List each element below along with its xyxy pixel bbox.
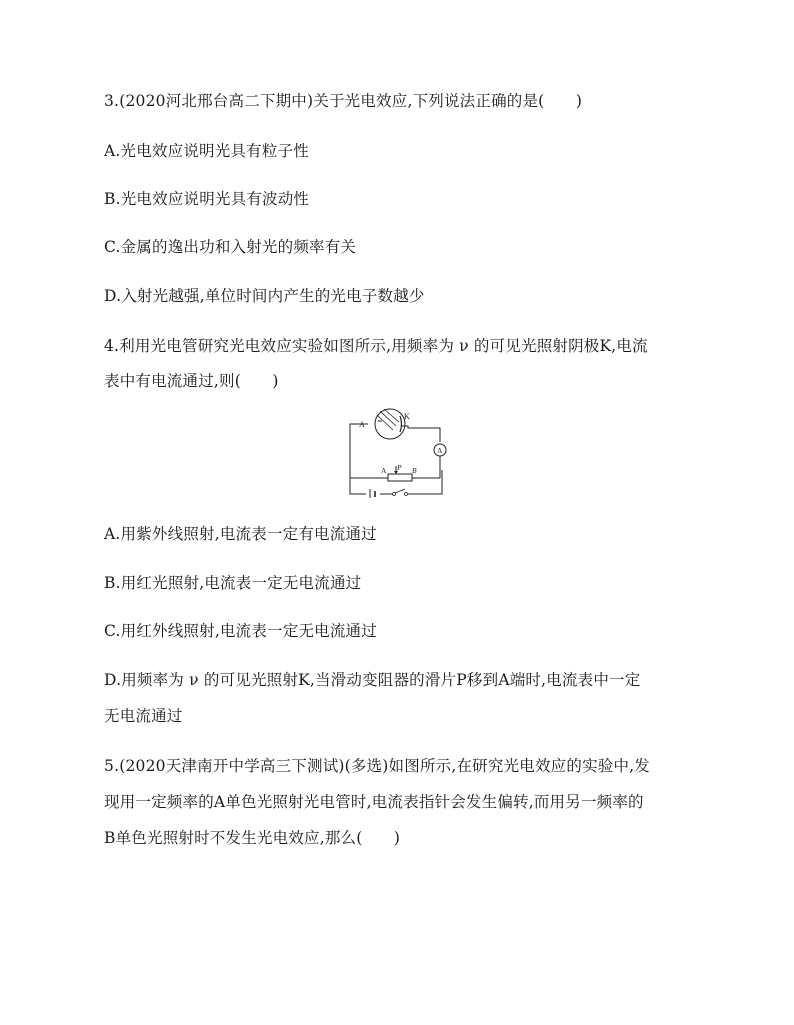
question-3-source: (2020河北邢台高二下期中)	[119, 92, 314, 110]
photoelectric-circuit-figure	[344, 408, 448, 498]
question-5-stem-line-2: 现用一定频率的A单色光照射光电管时,电流表指针会发生偏转,而用另一频率的	[104, 793, 644, 811]
question-3-number: 3.	[104, 92, 120, 110]
rheostat-label-a: A	[381, 466, 387, 475]
question-5-stem-line-1	[104, 756, 650, 776]
label-cathode: K	[404, 412, 410, 421]
question-3-option-b: B.光电效应说明光具有波动性	[104, 190, 310, 208]
slider-label-p: P	[397, 463, 402, 472]
switch-contact	[405, 493, 408, 496]
light-ray	[377, 415, 393, 430]
circuit-diagram	[344, 408, 448, 498]
question-4-option-a: A.用紫外线照射,电流表一定有电流通过	[104, 525, 377, 543]
question-3-option-a: A.光电效应说明光具有粒子性	[104, 142, 309, 160]
rheostat-label-b: B	[412, 466, 417, 475]
question-5-source: (2020天津南开中学高三下测试)	[119, 757, 345, 775]
question-3-option-d: D.入射光越强,单位时间内产生的光电子数越少	[104, 287, 425, 305]
question-5-text: (多选)如图所示,在研究光电效应的实验中,发	[344, 757, 651, 775]
question-5-stem-line-3: B单色光照射时不发生光电效应,那么( )	[104, 829, 401, 847]
label-anode: A	[359, 420, 365, 429]
circuit-wire-right	[402, 426, 440, 442]
question-4-stem-line-1: 4.利用光电管研究光电效应实验如图所示,用频率为 ν 的可见光照射阴极K,电流	[104, 337, 648, 355]
question-4-option-c: C.用红外线照射,电流表一定无电流通过	[104, 622, 377, 640]
question-3-stem	[104, 91, 582, 111]
photocell-tube	[375, 409, 405, 439]
question-4-stem-line-2: 表中有电流通过,则( )	[104, 372, 279, 390]
question-5-number: 5.	[104, 757, 120, 775]
cathode-plate	[400, 416, 402, 432]
question-4-option-d-line-2: 无电流通过	[104, 707, 183, 725]
question-4-option-b: B.用红光照射,电流表一定无电流通过	[104, 574, 362, 592]
question-4-option-d-line-1: D.用频率为 ν 的可见光照射K,当滑动变阻器的滑片P移到A端时,电流表中一定	[104, 671, 641, 689]
question-3-text: 关于光电效应,下列说法正确的是( )	[313, 92, 583, 110]
ammeter-label: A	[437, 447, 443, 455]
circuit-wire-left	[350, 424, 442, 494]
rheostat	[388, 474, 412, 481]
question-3-option-c: C.金属的逸出功和入射光的频率有关	[104, 238, 357, 256]
light-ray	[380, 411, 396, 426]
